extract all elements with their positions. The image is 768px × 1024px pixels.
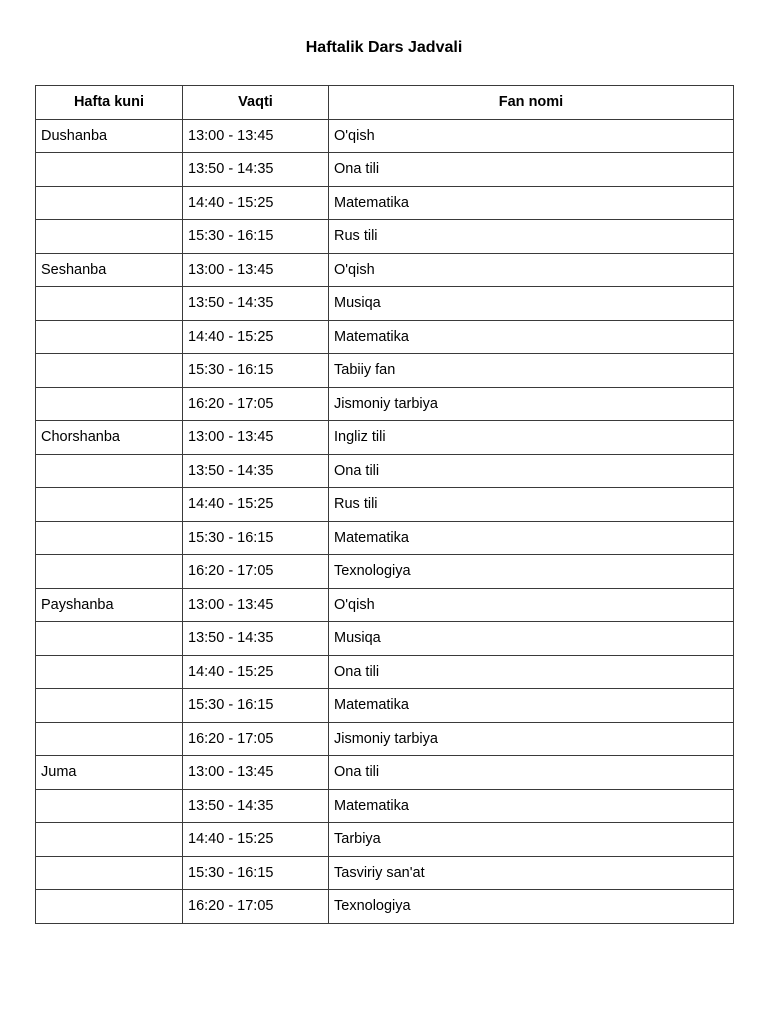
time-cell: 15:30 - 16:15 [183, 689, 329, 723]
day-cell [36, 856, 183, 890]
table-row [36, 287, 734, 321]
subject-cell: Texnologiya [329, 555, 734, 589]
day-cell [36, 655, 183, 689]
subject-cell: Tarbiya [329, 823, 734, 857]
table-row [36, 320, 734, 354]
time-cell: 15:30 - 16:15 [183, 220, 329, 254]
time-cell: 13:50 - 14:35 [183, 153, 329, 187]
subject-cell: Texnologiya [329, 890, 734, 924]
time-cell: 15:30 - 16:15 [183, 521, 329, 555]
subject-cell: Ona tili [329, 153, 734, 187]
day-cell [36, 287, 183, 321]
day-cell [36, 387, 183, 421]
time-cell: 16:20 - 17:05 [183, 890, 329, 924]
table-row [36, 722, 734, 756]
subject-cell: Matematika [329, 186, 734, 220]
day-cell: Seshanba [36, 253, 183, 287]
time-cell: 13:00 - 13:45 [183, 756, 329, 790]
subject-cell: Matematika [329, 689, 734, 723]
day-cell [36, 689, 183, 723]
time-cell: 14:40 - 15:25 [183, 186, 329, 220]
subject-cell: O'qish [329, 253, 734, 287]
time-cell: 13:50 - 14:35 [183, 789, 329, 823]
subject-cell: O'qish [329, 588, 734, 622]
day-cell [36, 488, 183, 522]
table-row [36, 253, 734, 287]
time-cell: 13:50 - 14:35 [183, 622, 329, 656]
schedule-table [35, 85, 734, 924]
table-row [36, 521, 734, 555]
table-row [36, 153, 734, 187]
day-cell [36, 454, 183, 488]
subject-cell: Tabiiy fan [329, 354, 734, 388]
column-header-subject: Fan nomi [329, 86, 734, 120]
table-row [36, 454, 734, 488]
day-cell [36, 220, 183, 254]
time-cell: 14:40 - 15:25 [183, 320, 329, 354]
column-header-day: Hafta kuni [36, 86, 183, 120]
column-header-time: Vaqti [183, 86, 329, 120]
time-cell: 13:00 - 13:45 [183, 588, 329, 622]
table-row [36, 421, 734, 455]
subject-cell: Jismoniy tarbiya [329, 387, 734, 421]
schedule-body [36, 119, 734, 923]
table-row [36, 220, 734, 254]
subject-cell: Ingliz tili [329, 421, 734, 455]
subject-cell: Tasviriy san'at [329, 856, 734, 890]
day-cell [36, 354, 183, 388]
table-row [36, 387, 734, 421]
page-title: Haftalik Dars Jadvali [305, 39, 463, 56]
table-row [36, 756, 734, 790]
time-cell: 13:00 - 13:45 [183, 253, 329, 287]
day-cell [36, 722, 183, 756]
time-cell: 13:00 - 13:45 [183, 421, 329, 455]
day-cell: Payshanba [36, 588, 183, 622]
subject-cell: Matematika [329, 521, 734, 555]
table-row [36, 186, 734, 220]
time-cell: 13:50 - 14:35 [183, 287, 329, 321]
day-cell [36, 789, 183, 823]
time-cell: 13:50 - 14:35 [183, 454, 329, 488]
time-cell: 15:30 - 16:15 [183, 856, 329, 890]
subject-cell: Rus tili [329, 220, 734, 254]
table-row [36, 856, 734, 890]
time-cell: 15:30 - 16:15 [183, 354, 329, 388]
table-row [36, 823, 734, 857]
table-row [36, 588, 734, 622]
subject-cell: Matematika [329, 320, 734, 354]
time-cell: 14:40 - 15:25 [183, 488, 329, 522]
time-cell: 14:40 - 15:25 [183, 823, 329, 857]
day-cell [36, 622, 183, 656]
day-cell [36, 521, 183, 555]
subject-cell: Ona tili [329, 756, 734, 790]
table-row [36, 119, 734, 153]
time-cell: 16:20 - 17:05 [183, 387, 329, 421]
table-row [36, 354, 734, 388]
day-cell [36, 186, 183, 220]
time-cell: 13:00 - 13:45 [183, 119, 329, 153]
subject-cell: Jismoniy tarbiya [329, 722, 734, 756]
day-cell: Chorshanba [36, 421, 183, 455]
table-row [36, 689, 734, 723]
subject-cell: Ona tili [329, 655, 734, 689]
table-row [36, 655, 734, 689]
subject-cell: Musiqa [329, 287, 734, 321]
table-row [36, 622, 734, 656]
time-cell: 16:20 - 17:05 [183, 555, 329, 589]
header-row [36, 86, 734, 120]
subject-cell: Rus tili [329, 488, 734, 522]
table-row [36, 890, 734, 924]
table-row [36, 555, 734, 589]
subject-cell: Ona tili [329, 454, 734, 488]
subject-cell: Musiqa [329, 622, 734, 656]
table-row [36, 488, 734, 522]
table-row [36, 789, 734, 823]
time-cell: 16:20 - 17:05 [183, 722, 329, 756]
day-cell [36, 555, 183, 589]
subject-cell: Matematika [329, 789, 734, 823]
day-cell [36, 320, 183, 354]
day-cell: Dushanba [36, 119, 183, 153]
day-cell [36, 153, 183, 187]
day-cell [36, 890, 183, 924]
day-cell [36, 823, 183, 857]
time-cell: 14:40 - 15:25 [183, 655, 329, 689]
day-cell: Juma [36, 756, 183, 790]
subject-cell: O'qish [329, 119, 734, 153]
